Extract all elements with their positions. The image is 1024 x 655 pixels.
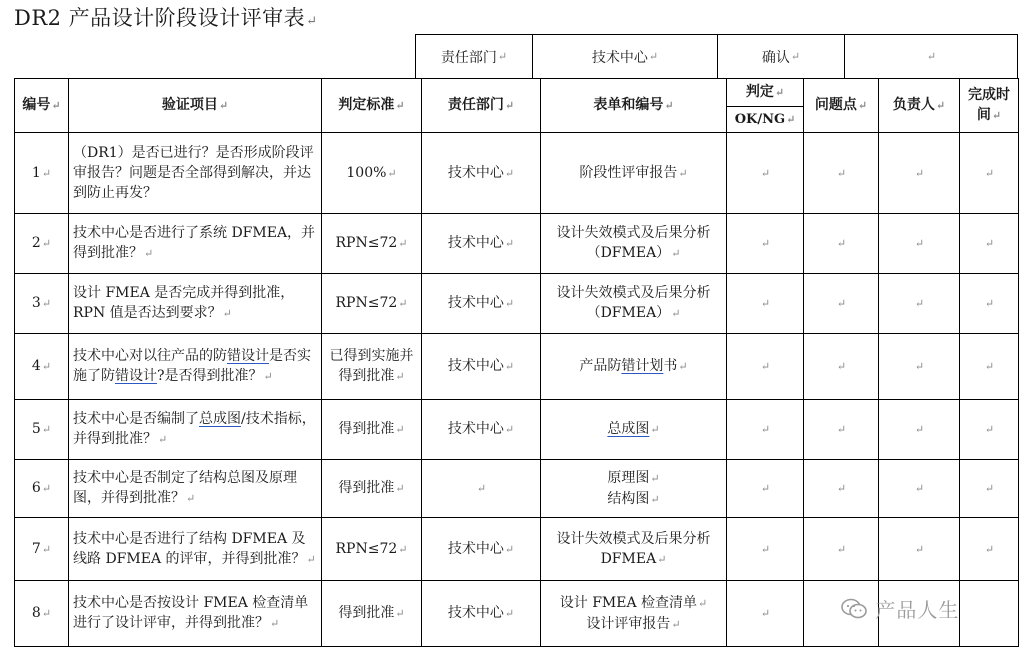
table-row [15, 214, 1019, 274]
cell-standard: RPN≤72↵ [322, 214, 422, 274]
cell-standard: 100%↵ [322, 133, 422, 214]
table-row [15, 400, 1019, 460]
cell-issue[interactable]: ↵ [804, 334, 879, 400]
cell-standard: 得到批准↵ [322, 581, 422, 647]
top-dept-value: 技术中心 ↵ [532, 34, 718, 79]
header-no: 编号↵ [15, 79, 69, 133]
header-issue: 问题点↵ [804, 79, 879, 133]
cell-judge[interactable]: ↵ [727, 214, 804, 274]
cell-issue[interactable]: ↵ [804, 133, 879, 214]
table-row [15, 518, 1019, 581]
cell-done[interactable]: ↵ [960, 334, 1019, 400]
cell-judge[interactable]: ↵ [727, 334, 804, 400]
cell-done[interactable] [960, 581, 1019, 647]
cell-owner[interactable]: ↵ [879, 214, 960, 274]
cell-done[interactable]: ↵ [960, 518, 1019, 581]
cell-item: 技术中心对以往产品的防错设计是否实施了防错设计?是否得到批准？↵ [69, 334, 322, 400]
table-row [15, 460, 1019, 518]
cell-done[interactable]: ↵ [960, 460, 1019, 518]
cell-done[interactable]: ↵ [960, 133, 1019, 214]
cell-dept: 技术中心↵ [422, 214, 541, 274]
cell-dept: 技术中心↵ [422, 518, 541, 581]
cell-no: 2↵ [15, 214, 69, 274]
cell-owner[interactable]: ↵ [879, 274, 960, 334]
cell-owner[interactable]: ↵ [879, 518, 960, 581]
cell-form: 阶段性评审报告↵ [541, 133, 727, 214]
cell-item: 技术中心是否进行了结构 DFMEA 及线路 DFMEA 的评审，并得到批准？↵ [69, 518, 322, 581]
cell-form: 设计失效模式及后果分析（DFMEA）↵ [541, 214, 727, 274]
cell-judge[interactable]: ↵ [727, 400, 804, 460]
cell-owner[interactable]: ↵ [879, 460, 960, 518]
header-judge-bottom: OK/NG↵ [727, 107, 804, 133]
cell-no: 1↵ [15, 133, 69, 214]
cell-no: 4↵ [15, 334, 69, 400]
cell-standard: RPN≤72↵ [322, 274, 422, 334]
cell-no: 6↵ [15, 460, 69, 518]
cell-judge[interactable]: ↵ [727, 460, 804, 518]
cell-done[interactable]: ↵ [960, 274, 1019, 334]
cell-form: 设计 FMEA 检查清单↵ 设计评审报告↵ [541, 581, 727, 647]
top-confirm-value[interactable]: ↵ [844, 34, 1018, 79]
header-form: 表单和编号↵ [541, 79, 727, 133]
cell-form: 设计失效模式及后果分析 DFMEA↵ [541, 518, 727, 581]
cell-item: 技术中心是否编制了总成图/技术指标，并得到批准？↵ [69, 400, 322, 460]
cell-dept: ↵ [422, 460, 541, 518]
cell-item: 设计 FMEA 是否完成并得到批准，RPN 值是否达到要求？↵ [69, 274, 322, 334]
review-table [14, 78, 1019, 647]
cell-item: （DR1）是否已进行？是否形成阶段评审报告？问题是否全部得到解决，并达到防止再发？ [69, 133, 322, 214]
page-title: DR2 产品设计阶段设计评审表↵ [14, 6, 318, 30]
cell-owner[interactable]: ↵ [879, 400, 960, 460]
cell-standard: 已得到实施并得到批准↵ [322, 334, 422, 400]
cell-standard: RPN≤72↵ [322, 518, 422, 581]
cell-form: 设计失效模式及后果分析（DFMEA）↵ [541, 274, 727, 334]
watermark: 产品人生 [840, 594, 959, 623]
cell-judge[interactable]: ↵ [727, 518, 804, 581]
cell-judge[interactable]: ↵ [727, 133, 804, 214]
cell-no: 8↵ [15, 581, 69, 647]
table-row [15, 133, 1019, 214]
cell-issue[interactable]: ↵ [804, 274, 879, 334]
header-judge-top: 判定↵ [727, 79, 804, 107]
cell-standard: 得到批准↵ [322, 400, 422, 460]
header-standard: 判定标准↵ [322, 79, 422, 133]
wechat-icon [840, 598, 868, 620]
cell-owner[interactable]: ↵ [879, 334, 960, 400]
top-dept-label: 责任部门 ↵ [415, 34, 533, 79]
top-confirm-label: 确认 ↵ [717, 34, 845, 79]
cell-owner[interactable]: ↵ [879, 133, 960, 214]
table-row [15, 334, 1019, 400]
cell-dept: 技术中心↵ [422, 274, 541, 334]
cell-item: 技术中心是否进行了系统 DFMEA，并得到批准？↵ [69, 214, 322, 274]
table-row [15, 274, 1019, 334]
cell-no: 7↵ [15, 518, 69, 581]
cell-done[interactable]: ↵ [960, 214, 1019, 274]
cell-issue[interactable]: ↵ [804, 214, 879, 274]
cell-judge[interactable]: ↵ [727, 274, 804, 334]
cell-no: 5↵ [15, 400, 69, 460]
cell-form: 原理图↵ 结构图↵ [541, 460, 727, 518]
cell-issue[interactable]: ↵ [804, 400, 879, 460]
cell-issue[interactable]: ↵ [804, 518, 879, 581]
cell-judge[interactable]: ↵ [727, 581, 804, 647]
cell-standard: 得到批准↵ [322, 460, 422, 518]
cell-issue[interactable]: ↵ [804, 460, 879, 518]
cell-dept: 技术中心↵ [422, 334, 541, 400]
cell-form: 总成图↵ [541, 400, 727, 460]
header-row [15, 79, 1019, 107]
cell-form: 产品防错计划书↵ [541, 334, 727, 400]
cell-item: 技术中心是否制定了结构总图及原理图，并得到批准？↵ [69, 460, 322, 518]
header-dept: 责任部门↵ [422, 79, 541, 133]
header-owner: 负责人↵ [879, 79, 960, 133]
cell-no: 3↵ [15, 274, 69, 334]
cell-dept: 技术中心↵ [422, 581, 541, 647]
cell-dept: 技术中心↵ [422, 400, 541, 460]
cell-item: 技术中心是否按设计 FMEA 检查清单进行了设计评审，并得到批准？↵ [69, 581, 322, 647]
header-done: 完成时 间↵ [960, 79, 1019, 133]
cell-done[interactable]: ↵ [960, 400, 1019, 460]
header-item: 验证项目↵ [69, 79, 322, 133]
cell-dept: 技术中心↵ [422, 133, 541, 214]
